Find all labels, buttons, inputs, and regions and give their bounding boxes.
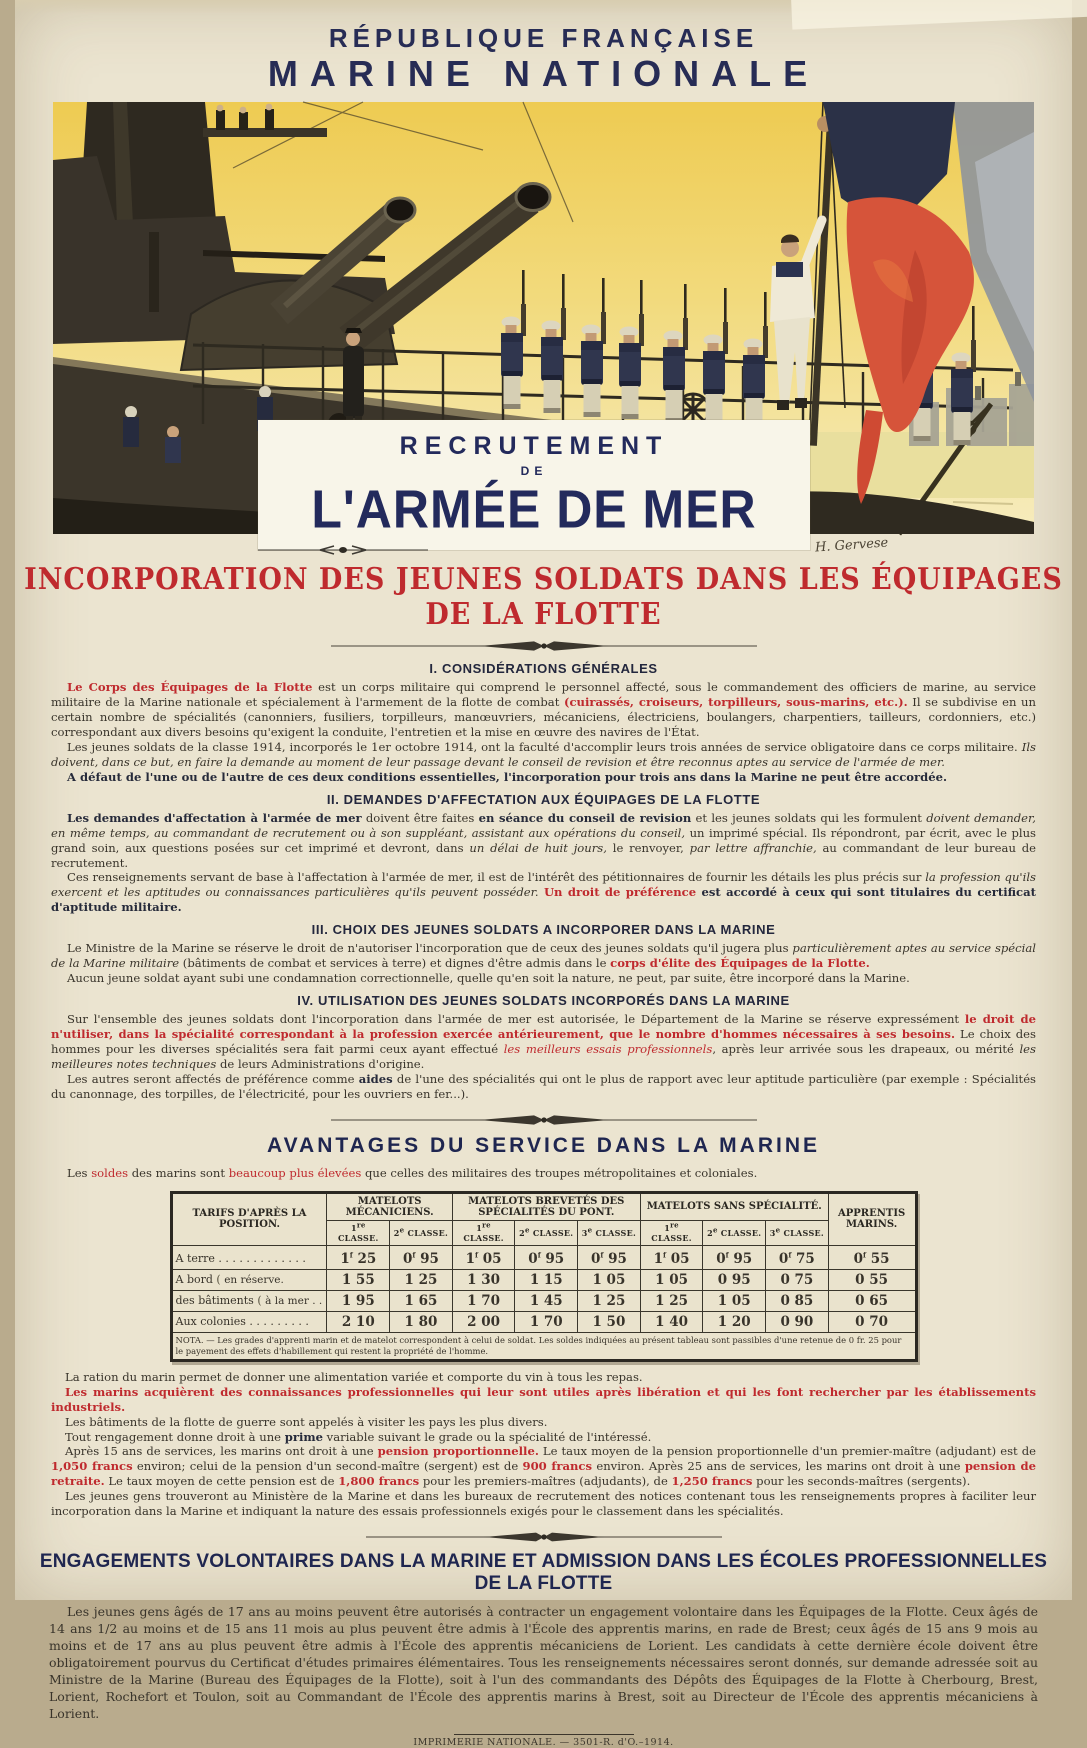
pay-rate-cell: 0$^f$ 95 [390, 1245, 453, 1269]
text-segment: au commandant de leur bureau de recrutement. [51, 840, 1036, 870]
text-segment: Tout rengagement donne droit à une [65, 1429, 285, 1444]
row-label: des bâtiments ( à la mer . . [171, 1290, 327, 1311]
pay-rate-cell: 0$^f$ 95 [515, 1245, 578, 1269]
text-segment: le droit de n'utiliser, dans la spécialité correspondant à la profession exercée antérieurement, que le nombre d'hommes nécessaires à ses besoins. [51, 1012, 1036, 1042]
section [15, 661, 1072, 785]
title-panel [258, 420, 810, 550]
text-segment: Le taux moyen de la pension proportionnelle d'un premier-maître (adjudant) est de [538, 1444, 1036, 1459]
text-segment: Les bâtiments de la flotte de guerre sont appelés à visiter les pays les plus divers. [65, 1414, 548, 1429]
text-segment: Le choix des hommes pour les diverses spécialités sera fait parmi ceux ayant effectué [51, 1027, 1036, 1057]
column-header-position: TARIFS D'APRÈS LA POSITION. [171, 1192, 327, 1245]
masthead [15, 0, 1072, 94]
text-segment: aides [358, 1072, 393, 1086]
text-segment: le renvoyer, [606, 840, 690, 855]
text-segment: doivent être faites [361, 810, 479, 825]
text-segment: Les jeunes gens trouveront au Ministère de la Marine et dans les bureaux de recrutement des notices contenant tous les renseignements propres à faciliter leur incorporation dans la Marine et indiquant la nature des essais professionnels exigés pour le classement dans les spécialités. [51, 1489, 1036, 1519]
text-segment: que celles des militaires des troupes métropolitaines et coloniales. [361, 1165, 758, 1180]
pay-rate-cell: 1 25 [390, 1269, 453, 1290]
pay-rate-cell: 1 25 [640, 1290, 703, 1311]
section-heading: I. CONSIDÉRATIONS GÉNÉRALES [429, 660, 658, 676]
text-segment: Les jeunes soldats de la classe 1914, incorporés le 1er octobre 1914, ont la faculté d'accomplir leurs trois années de service obligatoire dans ce corps militaire. [67, 739, 1022, 754]
row-label: Aux colonies . . . . . . . . . [171, 1311, 327, 1332]
column-group-header: MATELOTS MÉCANICIENS. [327, 1192, 452, 1220]
section-paragraph [51, 740, 1036, 770]
pay-rate-cell: 1 80 [390, 1311, 453, 1332]
pay-rate-cell: 1 20 [703, 1311, 766, 1332]
section-heading: II. DEMANDES D'AFFECTATION AUX ÉQUIPAGES DE LA FLOTTE [326, 791, 761, 807]
text-segment: variable suivant le grade ou la spécialité de l'intéressé. [323, 1429, 652, 1444]
avantages-lines [15, 1370, 1072, 1520]
section-paragraph [51, 941, 1036, 971]
section-paragraph [51, 1072, 1036, 1102]
text-segment: , après leur arrivée sous les drapeaux, ou mérité [712, 1042, 1020, 1057]
text-segment: (bâtiments de combat et services à terre) et dignes d'être admis dans le [179, 956, 611, 971]
armee-de-mer-title: L'ARMÉE DE MER [311, 478, 757, 540]
text-segment: prime [284, 1429, 323, 1444]
section-paragraph [51, 680, 1036, 740]
text-segment: Ces renseignements servant de base à l'affectation à l'armée de mer, il est de l'intérêt des pétitionnaires de fournir les détails les plus précis sur [67, 870, 926, 885]
pay-rate-cell: 0$^f$ 95 [578, 1245, 641, 1269]
poster-body [15, 562, 1072, 1748]
nota-text: NOTA. — Les grades d'apprenti marin et de matelot correspondent à celui de soldat. Les soldes indiquées au présent tableau sont passibles d'une retenue de 0 fr. 25 pour le payement des effets d'habillement qui restent la propriété de l'homme. [171, 1332, 916, 1360]
section [15, 922, 1072, 986]
avantage-line [51, 1444, 1036, 1489]
column-header-classe: 2e CLASSE. [390, 1220, 453, 1245]
divider-ornament [329, 638, 759, 654]
text-segment: Après 15 ans de services, les marins ont droit à une [65, 1444, 378, 1459]
text-segment: en séance du conseil de revision [478, 810, 692, 825]
column-header-classe: 1re CLASSE. [640, 1220, 703, 1245]
pay-rate-cell: 0 55 [828, 1269, 916, 1290]
imprint [15, 1734, 1072, 1748]
text-segment: et les jeunes soldats qui les formulent [691, 810, 927, 825]
pay-rate-cell: 1 45 [515, 1290, 578, 1311]
text-segment: 1,800 francs [338, 1474, 420, 1489]
pay-rate-cell: 0 90 [766, 1311, 829, 1332]
pay-rate-cell: 0$^f$ 95 [703, 1245, 766, 1269]
imprint-rule [454, 1734, 634, 1735]
pay-rate-cell: 1 95 [327, 1290, 390, 1311]
de-subtitle: DE [520, 463, 548, 478]
text-segment: 900 francs [522, 1459, 593, 1474]
avantages-intro [51, 1166, 1036, 1181]
text-segment: doivent demander, en même temps, au commandant de recrutement ou à son suppléant, assistant aux opérations du conseil, [51, 810, 1036, 840]
nota-row [171, 1332, 916, 1360]
column-header-classe: 3e CLASSE. [766, 1220, 829, 1245]
pay-rate-cell: 1 25 [578, 1290, 641, 1311]
section-paragraph [51, 971, 1036, 986]
pay-rate-cell: 2 00 [452, 1311, 515, 1332]
text-segment: Les jeunes gens âgés de 17 ans au moins peuvent être autorisés à contracter un engagement volontaire dans les Équipages de la Flotte. Ceux âgés de 14 ans 1/2 au moins et de 15 ans 11 mois au plus peuvent être admis à l'École des apprentis marins, en rade de Brest; ceux âgés de 15 ans 9 mois au moins et de 17 ans au plus peuvent être admis à l'École des apprentis mécaniciens de Lorient. Les candidats à cette dernière école doivent être obligatoirement pourvus du Certificat d'études primaires élémentaires. Tous les renseignements nécessaires seront donnés, sur demande adressée soit au Ministre de la Marine (Bureau des Équipages de la Flotte), soit à l'un des commandants des Dépôts des Équipages de la Flotte à Cherbourg, Brest, Lorient, Rochefort et Toulon, soit au Commandant de l'École des apprentis marins à Brest, soit au Directeur de l'École des apprentis mécaniciens à Lorient. [49, 1604, 1038, 1722]
table-footer [171, 1332, 916, 1360]
text-segment: A défaut de l'une ou de l'autre de ces deux conditions essentielles, l'incorporation pour trois ans dans la Marine ne peut être accordée. [67, 769, 948, 784]
section-paragraph [51, 770, 1036, 785]
engagements-heading: ENGAGEMENTS VOLONTAIRES DANS LA MARINE ET ADMISSION DANS LES ÉCOLES PROFESSIONNELLES DE LA FLOTTE [39, 1551, 1048, 1595]
pay-rate-cell: 1 55 [327, 1269, 390, 1290]
pay-rate-cell: 1 50 [578, 1311, 641, 1332]
table-row [171, 1245, 916, 1269]
avantage-line [51, 1489, 1036, 1519]
column-header-classe: 1re CLASSE. [327, 1220, 390, 1245]
text-segment: soldes [91, 1165, 129, 1180]
table-row [171, 1269, 916, 1290]
text-segment: Les autres seront affectés de préférence comme [67, 1072, 359, 1086]
pay-rate-cell: 2 10 [327, 1311, 390, 1332]
pay-rate-cell: 0 95 [703, 1269, 766, 1290]
avantage-line [51, 1370, 1036, 1385]
red-headline: INCORPORATION DES JEUNES SOLDATS DANS LES ÉQUIPAGES DE LA FLOTTE [24, 562, 1063, 632]
table-row [171, 1290, 916, 1311]
text-segment: pour les seconds-maîtres (sergents). [752, 1474, 971, 1489]
column-header-classe: 1re CLASSE. [452, 1220, 515, 1245]
text-segment: 1,250 francs [671, 1474, 753, 1489]
marine-nationale-title: MARINE NATIONALE [267, 52, 820, 94]
pay-rate-cell: 1 15 [515, 1269, 578, 1290]
pay-rate-cell: 0 70 [828, 1311, 916, 1332]
text-segment: de l'une des spécialités qui ont le plus de rapport avec leur aptitude particulière (par exemple : Spécialités du canonnage, des torpilles, de l'électricité, pour les ouvriers en fer...). [51, 1072, 1036, 1101]
section [15, 792, 1072, 916]
avantage-line [51, 1415, 1036, 1430]
column-header-apprentis: APPRENTIS MARINS. [828, 1192, 916, 1245]
text-segment: pension proportionnelle. [377, 1444, 539, 1459]
text-segment: environ. Après 25 ans de services, les marins ont droit à une [592, 1459, 965, 1474]
text-segment: des marins sont [128, 1165, 229, 1180]
pay-rate-cell: 1 70 [515, 1311, 578, 1332]
pay-rate-cell: 1 05 [578, 1269, 641, 1290]
pay-table-wrap [170, 1191, 918, 1362]
text-segment: un imprimé spécial. Ils répondront, par écrit, avec le plus grand soin, aux questions posées sur cet imprimé et devront, dans [51, 825, 1036, 855]
poster [15, 0, 1072, 1748]
text-segment: par lettre affranchie, [689, 840, 817, 855]
pay-table [170, 1191, 918, 1362]
text-segment: Les demandes d'affectation à l'armée de mer [67, 810, 362, 825]
text-segment: corps d'élite des Équipages de la Flotte. [610, 956, 870, 971]
text-segment: la profession qu'ils exercent et les aptitudes ou connaissances particulières qu'ils peuvent posséder. [51, 870, 1036, 900]
section-paragraph [51, 811, 1036, 871]
text-segment: Sur l'ensemble des jeunes soldats dont l'incorporation dans l'armée de mer est autorisée, le Département de la Marine se réserve expressément [67, 1012, 965, 1027]
column-group-header: MATELOTS SANS SPÉCIALITÉ. [640, 1192, 828, 1220]
section-heading: IV. UTILISATION DES JEUNES SOLDATS INCORPORÉS DANS LA MARINE [297, 993, 790, 1009]
text-segment: les meilleures notes techniques [51, 1042, 1036, 1072]
pay-rate-cell: 0 65 [828, 1290, 916, 1311]
text-segment: un délai de huit jours, [469, 840, 607, 855]
text-segment: pour les premiers-maîtres (adjudants), de [419, 1474, 672, 1489]
pay-rate-cell: 1 05 [640, 1269, 703, 1290]
text-segment: est un corps militaire qui comprend le personnel affecté, sous le commandement des officiers de marine, au service militaire de la Marine nationale et spécialement à l'armement de la flotte de combat [51, 679, 1037, 709]
artist-signature: H. Gervese [814, 535, 889, 556]
engagements-paragraphs [15, 1603, 1072, 1722]
pay-rate-cell: 0$^f$ 75 [766, 1245, 829, 1269]
text-segment: est accordé à ceux qui sont titulaires du certificat d'aptitude militaire. [51, 885, 1036, 915]
pay-rate-cell: 1 05 [703, 1290, 766, 1311]
text-segment: les meilleurs essais professionnels [503, 1042, 713, 1057]
text-segment: La ration du marin permet de donner une alimentation variée et comporte du vin à tous les repas. [65, 1369, 643, 1384]
pay-rate-cell: 1$^f$ 25 [327, 1245, 390, 1269]
section-paragraph [51, 870, 1036, 915]
text-segment: particulièrement aptes au service spécial de la Marine militaire [51, 941, 1036, 971]
section [15, 993, 1072, 1102]
text-segment: Les marins acquièrent des connaissances professionnelles qui leur sont utiles après libération et qui les font rechercher par les établissements industriels. [51, 1384, 1036, 1414]
text-segment: Les [67, 1165, 92, 1180]
text-segment: environ; celui de la pension d'un second-maître (sergent) est de [132, 1459, 523, 1474]
text-segment: Il se subdivise en un certain nombre de spécialités (canonniers, fusiliers, torpilleurs, manœuvriers, mécaniciens, électriciens, boulangers, charpentiers, tailleurs, cordonniers, etc.) correspondant aux divers besoins qu'exigent la conduite, l'entretien et la mise en œuvre des navires de l'État. [51, 694, 1036, 739]
title-divider-ornament [258, 544, 428, 556]
engagements-paragraph [49, 1603, 1038, 1722]
pay-rate-cell: 1 65 [390, 1290, 453, 1311]
pay-rate-cell: 1$^f$ 05 [640, 1245, 703, 1269]
considerations-sections [15, 661, 1072, 1102]
text-segment: Le Corps des Équipages de la Flotte [67, 679, 313, 694]
pay-rate-cell: 1 70 [452, 1290, 515, 1311]
section-heading: III. CHOIX DES JEUNES SOLDATS A INCORPORER DANS LA MARINE [311, 922, 776, 938]
section-paragraph [51, 1012, 1036, 1072]
pay-rate-cell: 1 40 [640, 1311, 703, 1332]
table-body [171, 1245, 916, 1332]
text-segment: Ils doivent, dans ce but, en faire la demande au moment de leur passage devant le conseil de revision et être reconnus aptes au service de l'armée de mer. [51, 739, 1036, 769]
text-segment: (cuirassés, croiseurs, torpilleurs, sous-marins, etc.). [563, 694, 908, 709]
text-segment: Aucun jeune soldat ayant subi une condamnation correctionnelle, quelle qu'en soit la nature, ne peut, par suite, être incorporé dans la Marine. [67, 971, 910, 986]
divider-ornament [364, 1529, 724, 1545]
column-header-classe: 3e CLASSE. [578, 1220, 641, 1245]
table-header-row [171, 1192, 916, 1220]
row-label: A bord ( en réserve. [171, 1269, 327, 1290]
text-segment: pension de retraite. [51, 1459, 1036, 1489]
recrutement-title: RECRUTEMENT [399, 431, 669, 460]
column-group-header: MATELOTS BREVETÉS DES SPÉCIALITÉS DU PONT. [452, 1192, 640, 1220]
pay-rate-cell: 0 85 [766, 1290, 829, 1311]
column-header-classe: 2e CLASSE. [515, 1220, 578, 1245]
table-row [171, 1311, 916, 1332]
text-segment: Le taux moyen de cette pension est de [104, 1474, 339, 1489]
text-segment: de leurs Administrations d'origine. [216, 1057, 425, 1072]
pay-rate-cell: 0$^f$ 55 [828, 1245, 916, 1269]
row-label: A terre . . . . . . . . . . . . . [171, 1245, 327, 1269]
illustration [53, 102, 1034, 540]
pay-rate-cell: 1$^f$ 05 [452, 1245, 515, 1269]
text-segment: Un droit de préférence [538, 885, 697, 900]
text-segment: Le Ministre de la Marine se réserve le droit de n'autoriser l'incorporation que de ceux des jeunes soldats qu'il jugera plus [67, 941, 793, 956]
pay-rate-cell: 1 30 [452, 1269, 515, 1290]
divider-ornament [329, 1112, 759, 1128]
table-header [171, 1192, 916, 1245]
text-segment: beaucoup plus élevées [228, 1165, 362, 1180]
pay-rate-cell: 0 75 [766, 1269, 829, 1290]
republique-title: RÉPUBLIQUE FRANÇAISE [328, 23, 759, 53]
imprint-text: IMPRIMERIE NATIONALE. — 3501-R. d'O.–1914. [413, 1737, 674, 1748]
column-header-classe: 2e CLASSE. [703, 1220, 766, 1245]
avantage-line [51, 1385, 1036, 1415]
text-segment: 1,050 francs [51, 1459, 133, 1474]
avantages-heading: AVANTAGES DU SERVICE DANS LA MARINE [266, 1133, 821, 1157]
avantage-line [51, 1430, 1036, 1445]
